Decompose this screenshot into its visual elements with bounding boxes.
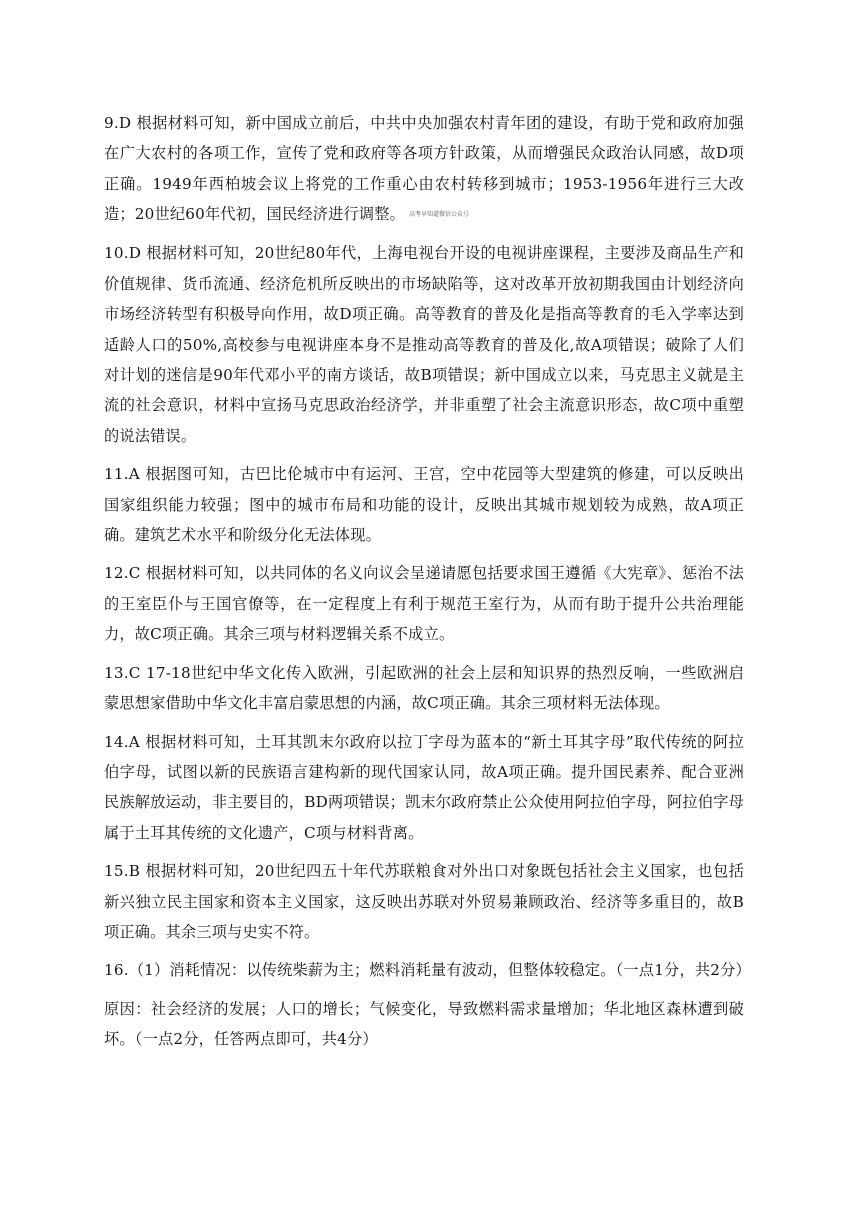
answer-16-part1: 16.（1）消耗情况：以传统柴薪为主；燃料消耗量有波动，但整体较稳定。（一点1分，共2分） — [104, 961, 751, 980]
answer-16-reasons: 原因：社会经济的发展；人口的增长；气候变化，导致燃料需求量增加；华北地区森林遭到破坏。（一点2分，任答两点即可，共4分） — [104, 999, 744, 1049]
answer-content — [104, 108, 751, 1063]
answer-13: 13.C 17-18世纪中华文化传入欧洲，引起欧洲的社会上层和知识界的热烈反响，一些欧洲启蒙思想家借助中华文化丰富启蒙思想的内涵，故C项正确。其余三项材料无法体现。 — [104, 663, 744, 713]
answer-9 — [104, 108, 744, 230]
answer-11: 11.A 根据图可知，古巴比伦城市中有运河、王宫，空中花园等大型建筑的修建，可以反映出国家组织能力较强；图中的城市布局和功能的设计，反映出其城市规划较为成熟，故A项正确。建筑艺术水平和阶级分化无法体现。 — [104, 465, 744, 545]
answer-10: 10.D 根据材料可知，20世纪80年代，上海电视台开设的电视讲座课程，主要涉及商品生产和价值规律、货币流通、经济危机所反映出的市场缺陷等，这对改革开放初期我国由计划经济向市场经济转型有积极导向作用，故D项正确。高等教育的普及化是指高等教育的毛入学率达到适龄人口的50%,高校参与电视讲座本身不是推动高等教育的普及化,故A项错误；破除了人们对计划的迷信是90年代邓小平的南方谈话，故B项错误；新中国成立以来，马克思主义就是主流的社会意识，材料中宣扬马克思政治经济学，并非重塑了社会主流意识形态，故C项中重塑的说法错误。 — [104, 244, 744, 445]
answer-14: 14.A 根据材料可知，土耳其凯末尔政府以拉丁字母为蓝本的“新土耳其字母”取代传统的阿拉伯字母，试图以新的民族语言建构新的现代国家认同，故A项正确。提升国民素养、配合亚洲民族解放运动，非主要目的，BD两项错误；凯末尔政府禁止公众使用阿拉伯字母，阿拉伯字母属于土耳其传统的文化遗产，C项与材料背离。 — [104, 732, 744, 842]
answer-15: 15.B 根据材料可知，20世纪四五十年代苏联粮食对外出口对象既包括社会主义国家，也包括新兴独立民主国家和资本主义国家，这反映出苏联对外贸易兼顾政治、经济等多重目的，故B项正确。其余三项与史实不符。 — [104, 862, 744, 941]
answer-9-text: 9.D 根据材料可知，新中国成立前后，中共中央加强农村青年团的建设，有助于党和政府加强在广大农村的各项工作，宣传了党和政府等各项方针政策，从而增强民众政治认同感，故D项正确。1949年西柏坡会议上将党的工作重心由农村转移到城市；1953-1956年进行三大改造；20世纪60年代初，国民经济进行调整。 — [104, 114, 744, 224]
answer-12: 12.C 根据材料可知，以共同体的名义向议会呈递请愿包括要求国王遵循《大宪章》、惩治不法的王室臣仆与王国官僚等，在一定程度上有利于规范王室行为，从而有助于提升公共治理能力，故C项正确。其余三项与材料逻辑关系不成立。 — [104, 564, 744, 644]
watermark-text: 高考早知道微信公众号 — [409, 211, 470, 219]
